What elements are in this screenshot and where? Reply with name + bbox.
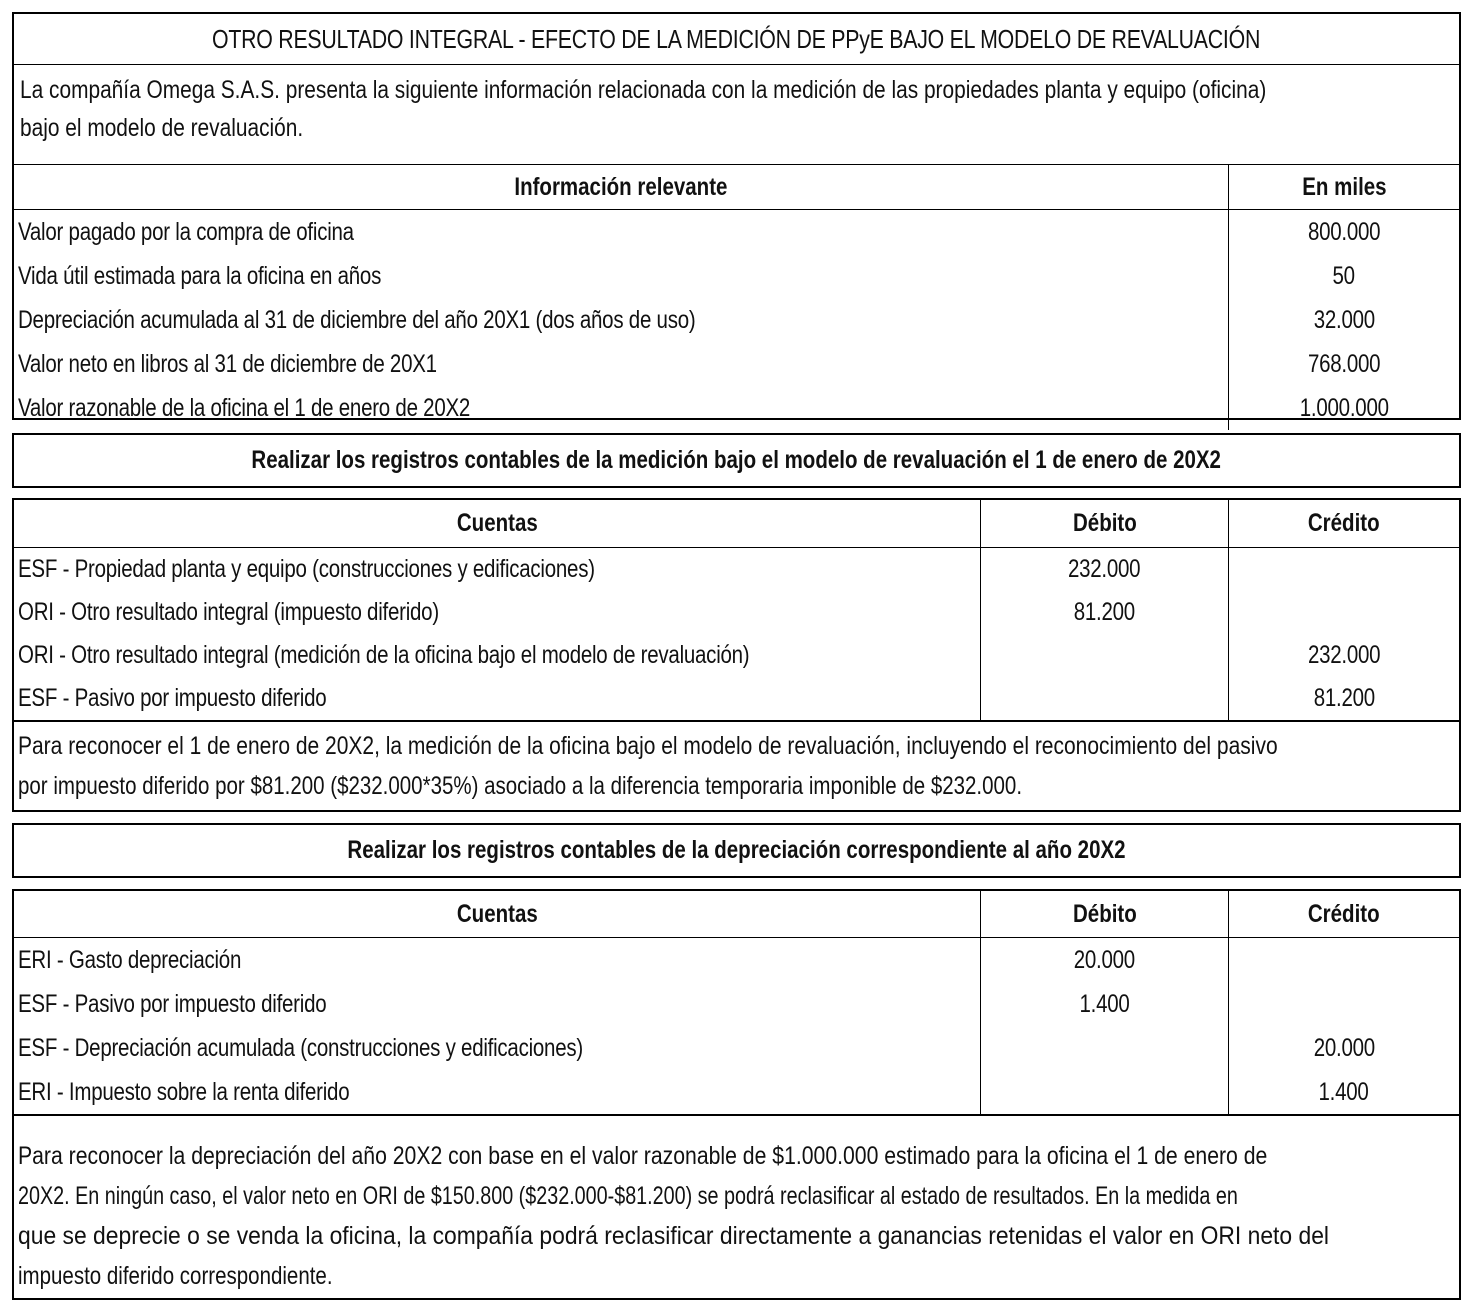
account-name: ERI - Gasto depreciación [14,938,981,982]
info-label: Depreciación acumulada al 31 de diciembre del año 20X1 (dos años de uso) [14,298,1229,342]
account-name: ORI - Otro resultado integral (impuesto diferido) [14,591,981,634]
info-table-row [14,254,1459,298]
note-line: 20X2. En ningún caso, el valor neto en ORI de $150.800 ($232.000-$81.200) se podrá reclasificar al estado de resultados. En la medida en [18,1182,1238,1210]
journal-entry-row [14,548,1459,591]
note-line: por impuesto diferido por $81.200 ($232.000*35%) asociado a la diferencia temporaria imponible de $232.000. [18,772,1023,800]
section2-title: Realizar los registros contables de la depreciación correspondiente al año 20X2 [347,836,1126,864]
column-header-en-miles: En miles [1301,173,1387,201]
info-label: Valor neto en libros al 31 de diciembre de 20X1 [14,342,1229,386]
journal-entry-row [14,938,1459,982]
section2-note [14,1114,1459,1299]
section1-note [14,720,1459,805]
debit-amount [981,1070,1229,1114]
column-header-debito: Débito [981,500,1229,547]
column-header-credito: Crédito [1308,509,1380,537]
column-header-debito: Débito [981,891,1229,937]
credit-amount: 20.000 [1313,1034,1375,1062]
info-table-row [14,386,1459,430]
info-table-row [14,342,1459,386]
section1-entries-box [12,498,1461,812]
debit-amount [981,634,1229,677]
section2-entries-box [12,889,1461,1300]
column-header-cuentas: Cuentas [14,891,981,937]
debit-amount [981,1026,1229,1070]
column-header-cuentas: Cuentas [14,500,981,547]
debit-amount [981,677,1229,720]
section1-table-body [14,548,1459,720]
info-value: 1.000.000 [1299,394,1389,422]
journal-entry-row [14,677,1459,720]
info-table-row [14,298,1459,342]
journal-entry-row [14,591,1459,634]
info-value: 768.000 [1307,350,1381,378]
section1-title-box [12,433,1461,488]
info-label: Valor pagado por la compra de oficina [14,210,1229,254]
journal-entry-row [14,1070,1459,1114]
section2-table-body [14,938,1459,1114]
credit-amount: 81.200 [1313,684,1375,712]
info-box [12,12,1461,420]
section1-title: Realizar los registros contables de la medición bajo el modelo de revaluación el 1 de enero de 20X2 [251,446,1222,474]
credit-amount [1229,982,1459,1026]
debit-amount: 81.200 [981,591,1229,634]
debit-amount: 20.000 [981,938,1229,982]
debit-amount: 232.000 [981,548,1229,591]
account-name: ESF - Pasivo por impuesto diferido [14,982,981,1026]
info-table-row [14,210,1459,254]
credit-amount [1229,548,1459,591]
info-table-header [14,165,1459,210]
info-value: 50 [1332,262,1356,290]
info-value: 800.000 [1307,218,1381,246]
section2-table-header [14,891,1459,938]
note-line: Para reconocer el 1 de enero de 20X2, la medición de la oficina bajo el modelo de revaluación, incluyendo el reconocimiento del pasivo [18,732,1278,760]
debit-amount: 1.400 [981,982,1229,1026]
info-value: 32.000 [1313,306,1375,334]
section2-title-box [12,823,1461,878]
journal-entry-row [14,982,1459,1026]
account-name: ESF - Depreciación acumulada (construcciones y edificaciones) [14,1026,981,1070]
intro-paragraph [14,65,1459,165]
account-name: ESF - Pasivo por impuesto diferido [14,677,981,720]
intro-line: La compañía Omega S.A.S. presenta la siguiente información relacionada con la medición de las propiedades planta y equipo (oficina) [20,76,1267,104]
column-header-informacion: Información relevante [14,165,1229,209]
note-line: impuesto diferido correspondiente. [18,1262,333,1290]
account-name: ERI - Impuesto sobre la renta diferido [14,1070,981,1114]
account-name: ESF - Propiedad planta y equipo (construcciones y edificaciones) [14,548,981,591]
column-header-credito: Crédito [1308,900,1380,928]
note-line: Para reconocer la depreciación del año 20X2 con base en el valor razonable de $1.000.000 estimado para la oficina el 1 de enero de [18,1142,1268,1170]
section1-table-header [14,500,1459,548]
document-title-row [14,14,1459,65]
journal-entry-row [14,1026,1459,1070]
intro-line: bajo el modelo de revaluación. [20,114,304,142]
info-label: Vida útil estimada para la oficina en años [14,254,1229,298]
credit-amount: 232.000 [1307,641,1381,669]
credit-amount [1229,591,1459,634]
credit-amount: 1.400 [1318,1078,1370,1106]
info-table-body [14,210,1459,430]
account-name: ORI - Otro resultado integral (medición de la oficina bajo el modelo de revaluación) [14,634,981,677]
journal-entry-row [14,634,1459,677]
credit-amount [1229,938,1459,982]
note-line: que se deprecie o se venda la oficina, la compañía podrá reclasificar directamente a ganancias retenidas el valor en ORI neto del [18,1222,1330,1250]
info-label: Valor razonable de la oficina el 1 de enero de 20X2 [14,386,1229,430]
document-title: OTRO RESULTADO INTEGRAL - EFECTO DE LA MEDICIÓN DE PPyE BAJO EL MODELO DE REVALUACIÓN [212,24,1261,54]
